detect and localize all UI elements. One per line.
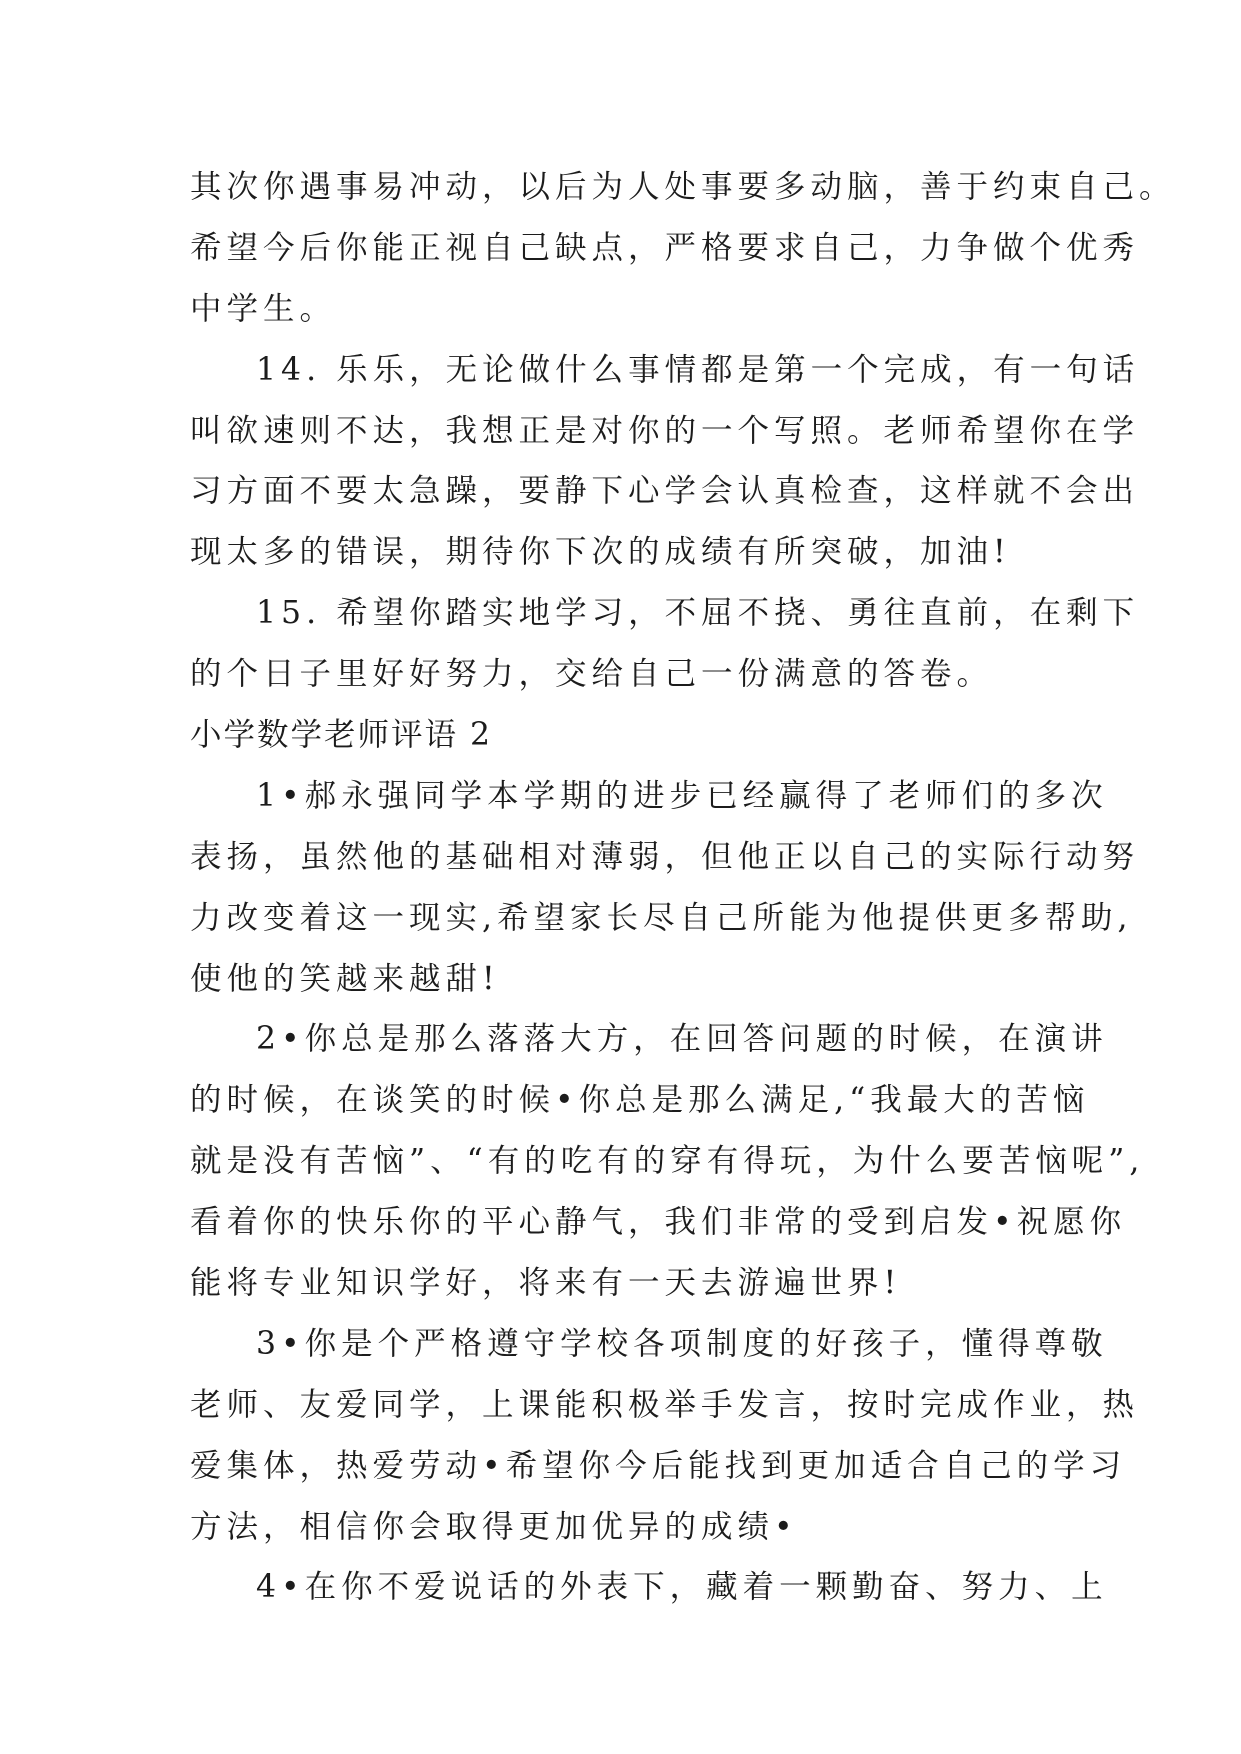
paragraph-first-line: 1•郝永强同学本学期的进步已经赢得了老师们的多次	[256, 777, 1108, 814]
section-heading: 小学数学老师评语 2	[190, 717, 493, 754]
text-line: 能将专业知识学好，将来有一天去游遍世界!	[190, 1265, 902, 1302]
text-line: 使他的笑越来越甜!	[190, 960, 500, 997]
paragraph-first-line: 2•你总是那么落落大方，在回答问题的时候，在演讲	[256, 1021, 1108, 1058]
text-line: 老师、友爱同学，上课能积极举手发言，按时完成作业，热	[190, 1386, 1140, 1423]
text-line: 的个日子里好好努力，交给自己一份满意的答卷。	[190, 656, 994, 693]
text-line: 看着你的快乐你的平心静气，我们非常的受到启发•祝愿你	[190, 1204, 1127, 1241]
text-line: 叫欲速则不达，我想正是对你的一个写照。老师希望你在学	[190, 412, 1140, 449]
paragraph-first-line: 3•你是个严格遵守学校各项制度的好孩子，懂得尊敬	[256, 1325, 1108, 1362]
text-line: 方法，相信你会取得更加优异的成绩•	[190, 1508, 798, 1545]
text-line: 中学生。	[190, 290, 337, 327]
paragraph-first-line: 15. 希望你踏实地学习，不屈不挠、勇往直前，在剩下	[256, 595, 1140, 632]
text-line: 现太多的错误，期待你下次的成绩有所突破，加油!	[190, 534, 1011, 571]
text-line: 爱集体，热爱劳动•希望你今后能找到更加适合自己的学习	[190, 1447, 1127, 1484]
text-line: 希望今后你能正视自己缺点，严格要求自己，力争做个优秀	[190, 229, 1140, 266]
paragraph-first-line: 14. 乐乐，无论做什么事情都是第一个完成，有一句话	[256, 351, 1140, 388]
text-line: 的时候，在谈笑的时候•你总是那么满足,“我最大的苦恼	[190, 1082, 1090, 1119]
text-line: 表扬，虽然他的基础相对薄弱，但他正以自己的实际行动努	[190, 838, 1140, 875]
text-line: 就是没有苦恼”、“有的吃有的穿有得玩，为什么要苦恼呢”,	[190, 1143, 1145, 1180]
document-body	[190, 157, 1176, 1618]
text-line: 力改变着这一现实,希望家长尽自己所能为他提供更多帮助,	[190, 899, 1133, 936]
paragraph-first-line: 4•在你不爱说话的外表下，藏着一颗勤奋、努力、上	[256, 1569, 1108, 1606]
text-line: 其次你遇事易冲动，以后为人处事要多动脑，善于约束自己。	[190, 169, 1176, 205]
text-line: 习方面不要太急躁，要静下心学会认真检查，这样就不会出	[190, 473, 1140, 510]
